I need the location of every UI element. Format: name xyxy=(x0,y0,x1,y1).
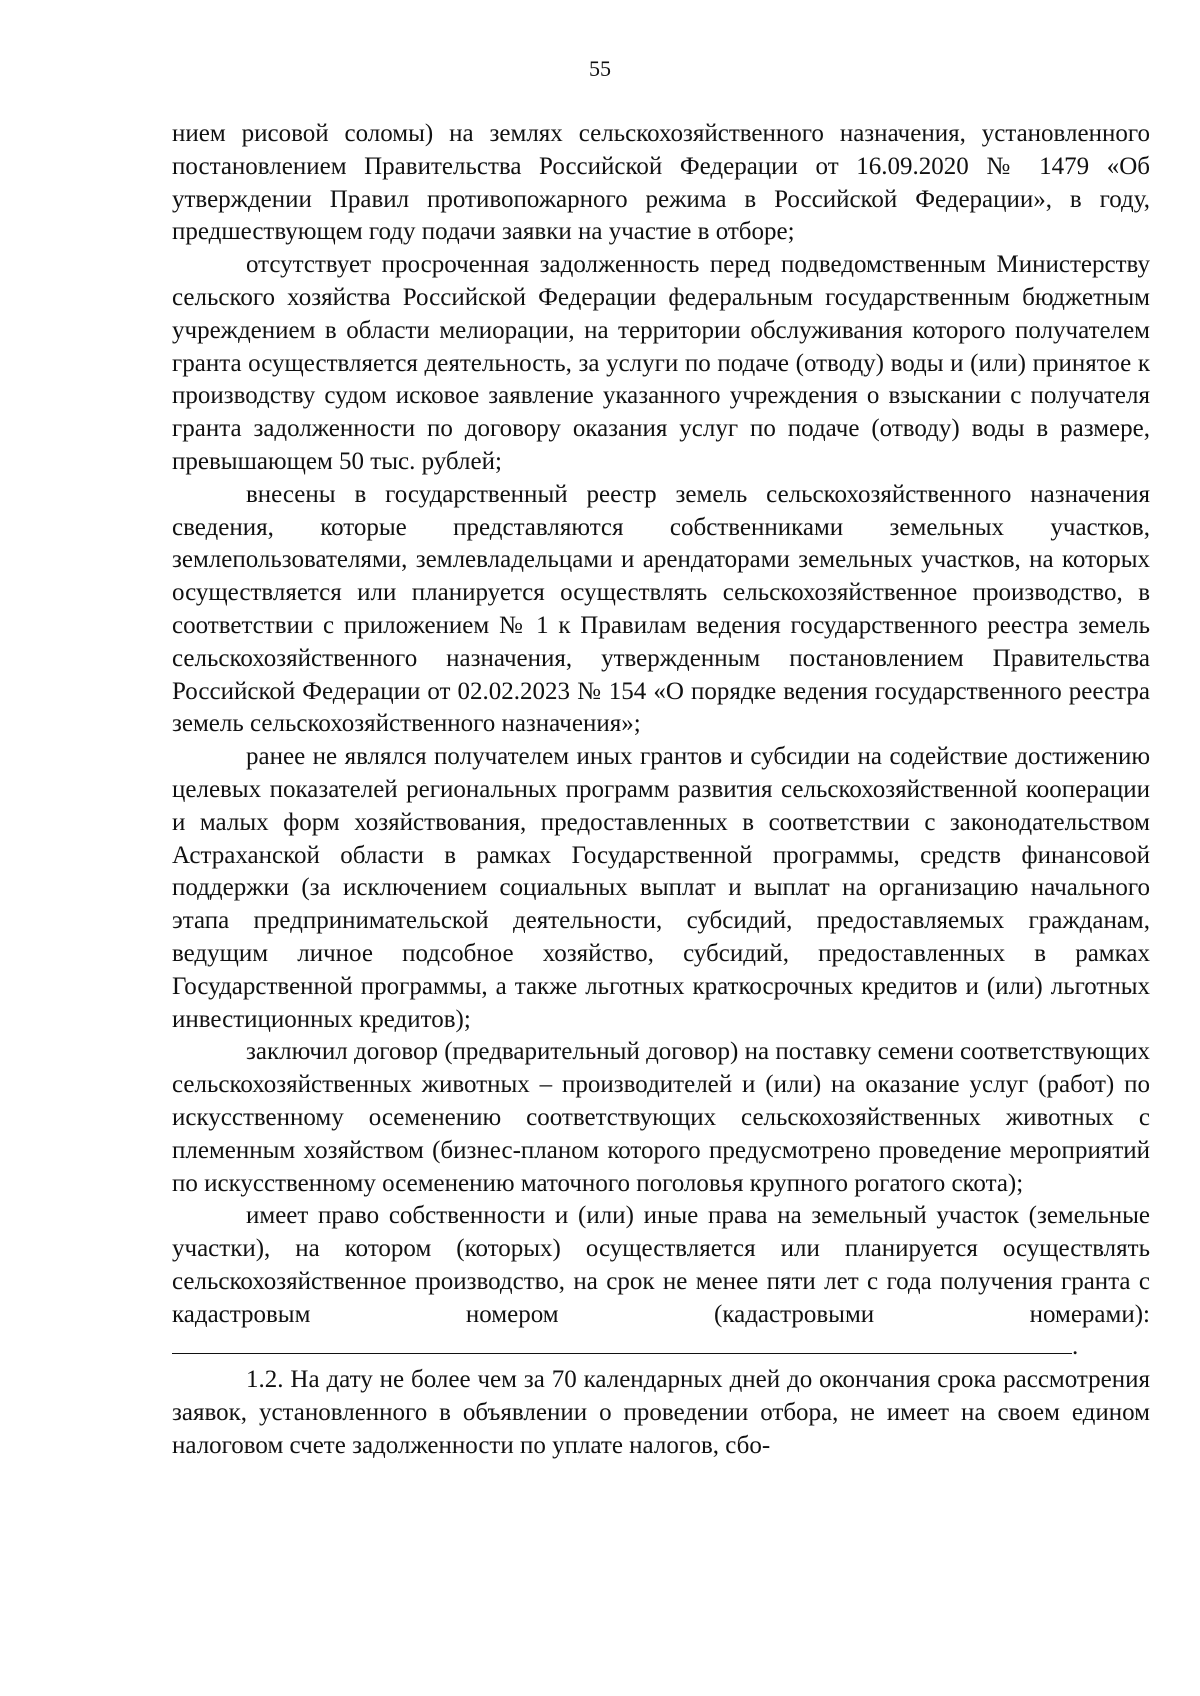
paragraph-rice-straw: нием рисовой соломы) на землях сельскохозяйственного назначения, установленного постановлением Правительства Российской Федерации от 16.09.2020 № 1479 «Об утверждении Правил противопожарного режима в Российской Федерации», в году, предшествующем году подачи заявки на участие в отборе; xyxy=(172,120,1150,246)
land-rights-text: имеет право собственности и (или) иные права на земельный участок (земельные участки), на котором (которых) осуществляется или планируется осуществлять сельскохозяйственное производство, на срок не менее пяти лет с года получения гранта с кадастровым номером (кадастровыми номерами): xyxy=(172,1202,1150,1328)
page-number: 55 xyxy=(589,56,611,81)
paragraph-land-registry: внесены в государственный реестр земель сельскохозяйственного назначения сведения, которые представляются собственниками земельных участков, землепользователями, землевладельцами и арендаторами земельных участков, на которых осуществляется или планируется осуществлять сельскохозяйственное производство, в соответствии с приложением № 1 к Правилам ведения государственного реестра земель сельскохозяйственного назначения, утвержденным постановлением Правительства Российской Федерации от 02.02.2023 № 154 «О порядке ведения государственного реестра земель сельскохозяйственного назначения»; xyxy=(172,480,1150,738)
paragraph-tax-debt: 1.2. На дату не более чем за 70 календарных дней до окончания срока рассмотрения заявок, установленного в объявлении о проведении отбора, не имеет на своем едином налоговом счете задолженности по уплате налогов, сбо- xyxy=(172,1366,1150,1459)
paragraph-prior-grants: ранее не являлся получателем иных грантов и субсидии на содействие достижению целевых показателей региональных программ развития сельскохозяйственной кооперации и малых форм хозяйствования, предоставленных в соответствии с законодательством Астраханской области в рамках Государственной программы, средств финансовой поддержки (за исключением социальных выплат и выплат на организацию начального этапа предпринимательской деятельности, субсидий, предоставляемых гражданам, ведущим личное подсобное хозяйство, субсидий, предоставленных в рамках Государственной программы, а также льготных краткосрочных кредитов и (или) льготных инвестиционных кредитов); xyxy=(172,743,1150,1033)
land-rights-period: . xyxy=(1072,1333,1079,1361)
cadastral-number-blank xyxy=(172,1331,1072,1354)
paragraph-melioration-debt: отсутствует просроченная задолженность перед подведомственным Министерству сельского хозяйства Российской Федерации федеральным государственным бюджетным учреждением в области мелиорации, на территории обслуживания которого получателем гранта осуществляется деятельность, за услуги по подаче (отводу) воды и (или) принятое к производству судом исковое заявление указанного учреждения о взыскании с получателя гранта задолженности по договору оказания услуг по подаче (отводу) воды в размере, превышающем 50 тыс. рублей; xyxy=(172,251,1150,475)
paragraph-land-rights xyxy=(172,1200,1150,1364)
paragraph-semen-contract: заключил договор (предварительный договор) на поставку семени соответствующих сельскохозяйственных животных – производителей и (или) на оказание услуг (работ) по искусственному осеменению соответствующих сельскохозяйственных животных с племенным хозяйством (бизнес-планом которого предусмотрено проведение мероприятий по искусственному осеменению маточного поголовья крупного рогатого скота); xyxy=(172,1038,1151,1197)
document-body xyxy=(172,118,1150,1463)
